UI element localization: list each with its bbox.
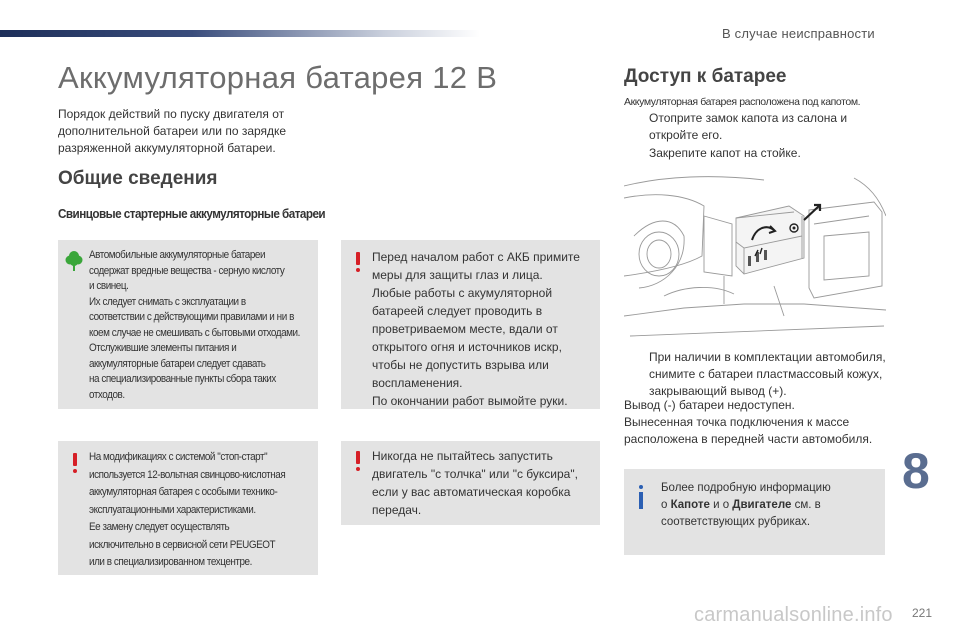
stop-start-warning-box: [58, 441, 318, 575]
engine-bay-illustration: [624, 176, 886, 346]
info-box: [624, 469, 885, 555]
battery-type-heading: Свинцовые стартерные аккумуляторные батареи: [58, 206, 326, 221]
header-accent-bar: [0, 30, 480, 37]
info-icon: [638, 485, 644, 509]
negative-terminal-note: Вывод (-) батареи недоступен.: [624, 398, 795, 412]
link-hood: Капоте: [670, 499, 710, 511]
tow-start-text: Никогда не пытайтесь запустить двигатель "с толчка" или "с буксира", если у вас автоматическая коробка передач.: [372, 449, 578, 517]
chapter-number: 8: [902, 443, 930, 499]
safety-warning-text: Перед началом работ с АКБ примите меры для защиты глаз и лица. Любые работы с акумуляторной батареей следует проводить в проветриваемом месте, вдали от открытого огня и источников искр, чтобы не допустить взрыва или воспламенения. По окончании работ вымойте руки.: [372, 250, 580, 408]
page-number: 221: [912, 606, 933, 620]
general-heading: Общие сведения: [58, 168, 218, 189]
tow-start-warning-box: [341, 441, 600, 525]
stop-start-text: На модификациях с системой "стоп-старт" используется 12-вольтная свинцово-кислотная аккумуляторная батарея с особыми технико- эксплуатационными характеристиками. Ее замену следует осуществлять исключительно в сервисной сети PEUGEOT или в специализированном техцентре.: [89, 451, 286, 568]
link-engine: Двигателе: [732, 499, 792, 511]
watermark: carmanualsonline.info: [694, 604, 893, 626]
page-title: Аккумуляторная батарея 12 В: [58, 60, 498, 95]
eco-note-text: Автомобильные аккумуляторные батареи содержат вредные вещества - серную кислоту и свинец. Их следует снимать с эксплуатации в соответствии с действующими правилами и ни в коем случае не смешивать с бытовыми отходами. Отслужившие элементы питания и аккумуляторные батареи следует сдавать на специализированные пункты сбора таких отходов.: [89, 249, 300, 401]
ground-point-note: Вынесенная точка подключения к массе расположена в передней части автомобиля.: [624, 415, 873, 446]
tree-icon: [65, 250, 83, 272]
list-item: Закрепите капот на стойке.: [649, 146, 801, 160]
eco-note-box: [58, 240, 318, 409]
info-text: Более подробную информацию о Капоте и о Двигателе см. в соответствующих рубриках.: [661, 482, 831, 528]
list-item: Отоприте замок капота из салона и откройте его.: [649, 111, 848, 142]
warning-icon: [72, 453, 78, 473]
access-heading: Доступ к батарее: [624, 66, 787, 87]
intro-text: Порядок действий по пуску двигателя от дополнительной батареи или по зарядке разряженной аккумуляторной батареи.: [58, 107, 287, 155]
safety-warning-box: [341, 240, 600, 409]
warning-icon: [355, 451, 361, 471]
list-item: При наличии в комплектации автомобиля, снимите с батареи пластмассовый кожух, закрывающий вывод (+).: [649, 350, 886, 398]
section-header: В случае неисправности: [722, 26, 875, 41]
warning-icon: [355, 252, 361, 272]
access-subtitle: Аккумуляторная батарея расположена под капотом.: [624, 96, 861, 108]
